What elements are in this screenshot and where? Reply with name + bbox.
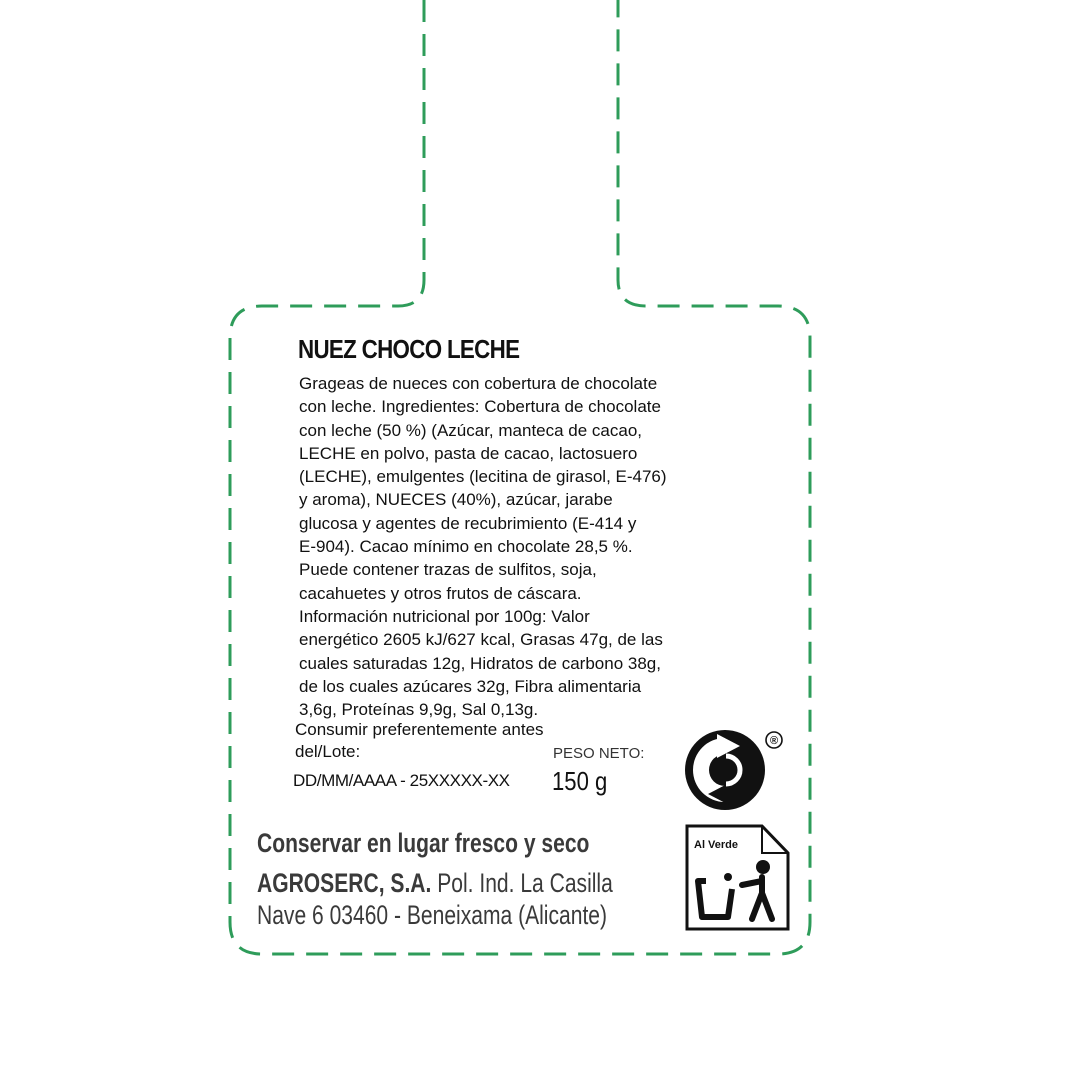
storage-instructions: Conservar en lugar fresco y seco (257, 828, 590, 858)
ingredients-text (299, 372, 667, 721)
ingredients-line: con leche (50 %) (Azúcar, manteca de cacao, (299, 420, 643, 440)
registered-mark: ® (769, 735, 779, 747)
net-weight-label: PESO NETO: (553, 745, 645, 762)
best-before-label: Consumir preferentemente antes (295, 720, 544, 739)
ingredients-line: Grageas de nueces con cobertura de chocolate (299, 374, 658, 393)
net-weight-value: 150 g (552, 766, 608, 796)
al-verde-text: Al Verde (694, 839, 739, 851)
company-location: Pol. Ind. La Casilla (437, 868, 613, 898)
nutrition-line: Información nutricional por 100g: Valor (299, 606, 590, 626)
lot-value: DD/MM/AAAA - 25XXXXX-XX (293, 771, 510, 790)
lot-label: del/Lote: (295, 742, 361, 761)
ingredients-line: E-904). Cacao mínimo en chocolate 28,5 %. (299, 537, 633, 557)
company-name: AGROSERC, S.A. (257, 868, 432, 898)
product-title: NUEZ CHOCO LECHE (298, 334, 520, 364)
ingredients-line: glucosa y agentes de recubrimiento (E-414 y (299, 513, 637, 533)
ingredients-line: Puede contener trazas de sulfitos, soja, (299, 560, 597, 580)
nutrition-line: cuales saturadas 12g, Hidratos de carbono 38g, (299, 653, 661, 673)
company-line (257, 868, 613, 899)
nutrition-line: energético 2605 kJ/627 kcal, Grasas 47g, de las (299, 630, 663, 650)
ingredients-line: y aroma), NUECES (40%), azúcar, jarabe (299, 490, 613, 510)
ingredients-line: cacahuetes y otros frutos de cáscara. (299, 583, 582, 603)
nutrition-line: de los cuales azúcares 32g, Fibra alimentaria (299, 676, 642, 696)
ingredients-line: LECHE en polvo, pasta de cacao, lactosuero (299, 443, 638, 463)
al-verde-recycling-icon (684, 823, 792, 933)
ingredients-line: con leche. Ingredientes: Cobertura de chocolate (299, 397, 661, 417)
nutrition-line: 3,6g, Proteínas 9,9g, Sal 0,13g. (299, 700, 539, 720)
ingredients-line: (LECHE), emulgentes (lecitina de girasol, E-476) (299, 467, 667, 487)
company-address: Nave 6 03460 - Beneixama (Alicante) (257, 900, 608, 930)
green-dot-recycle-icon (684, 728, 794, 814)
